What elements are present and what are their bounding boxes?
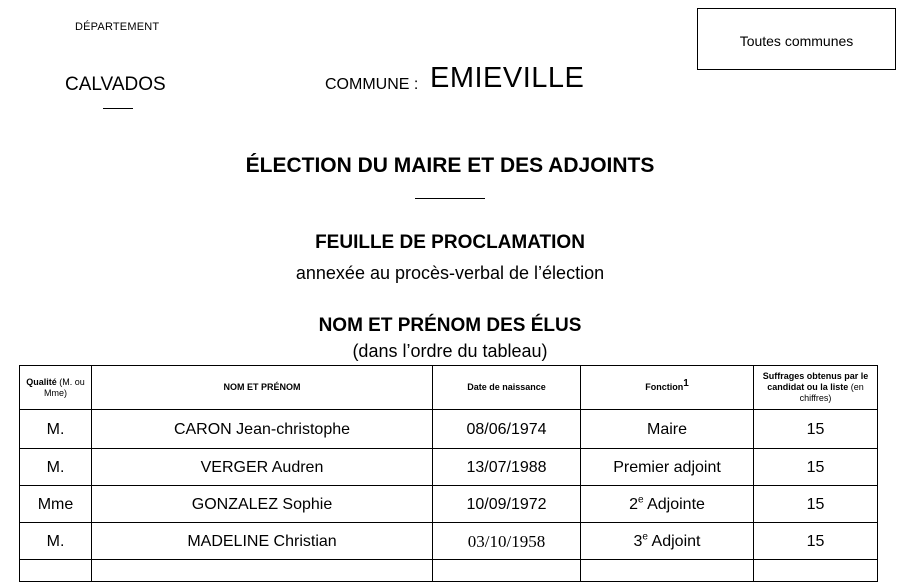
cell-qualite: Mme [20, 486, 92, 523]
header-fonction: Fonction$^1$ [581, 366, 754, 410]
table-row [20, 410, 878, 449]
commune-label: COMMUNE : [325, 76, 419, 93]
cell-qualite: M. [20, 410, 92, 449]
elected-officials-table [19, 365, 878, 582]
cell-date: 08/06/1974 [433, 410, 581, 449]
header-nom: NOM ET PRÉNOM [92, 366, 433, 410]
header-qualite: Qualité (M. ou Mme) [20, 366, 92, 410]
sheet-subtitle: annexée au procès-verbal de l’élection [295, 263, 605, 283]
cell-suffrages: 15 [754, 410, 878, 449]
cell-nom: GONZALEZ Sophie [92, 486, 433, 523]
footnote-marker: 1 [683, 378, 689, 389]
header-date: Date de naissance [433, 366, 581, 410]
cell-fonction: Premier adjoint [581, 449, 754, 486]
cell-date: 13/07/1988 [433, 449, 581, 486]
title-divider [415, 198, 485, 199]
department-divider [103, 108, 133, 109]
cell-date: 10/09/1972 [433, 486, 581, 523]
department-label: DÉPARTEMENT [75, 21, 160, 33]
cell-fonction: Maire [581, 410, 754, 449]
cell-suffrages: 15 [754, 523, 878, 560]
commune-category-box [697, 8, 896, 70]
names-section-title: NOM ET PRÉNOM DES ÉLUS [318, 315, 582, 336]
cell-nom: CARON Jean-christophe [92, 410, 433, 449]
table-row [20, 486, 878, 523]
table-row [20, 449, 878, 486]
cell-nom: VERGER Audren [92, 449, 433, 486]
commune-name: EMIEVILLE [430, 62, 585, 94]
sheet-title: FEUILLE DE PROCLAMATION [315, 232, 585, 253]
header-suffrages: Suffrages obtenus par le candidat ou la liste (en chiffres) [754, 366, 878, 410]
table-header-row [20, 366, 878, 410]
document-title: ÉLECTION DU MAIRE ET DES ADJOINTS [245, 154, 655, 177]
cell-qualite: M. [20, 523, 92, 560]
cell-nom: MADELINE Christian [92, 523, 433, 560]
cell-fonction: 2e Adjointe [581, 486, 754, 523]
cell-suffrages: 15 [754, 486, 878, 523]
cell-qualite: M. [20, 449, 92, 486]
names-section-subtitle: (dans l’ordre du tableau) [352, 341, 548, 361]
cell-suffrages: 15 [754, 449, 878, 486]
commune-category-text: Toutes communes [739, 33, 854, 49]
cell-date: 03/10/1958 [433, 523, 581, 560]
department-name: CALVADOS [65, 74, 166, 95]
table-row [20, 523, 878, 560]
cell-fonction: 3e Adjoint [581, 523, 754, 560]
